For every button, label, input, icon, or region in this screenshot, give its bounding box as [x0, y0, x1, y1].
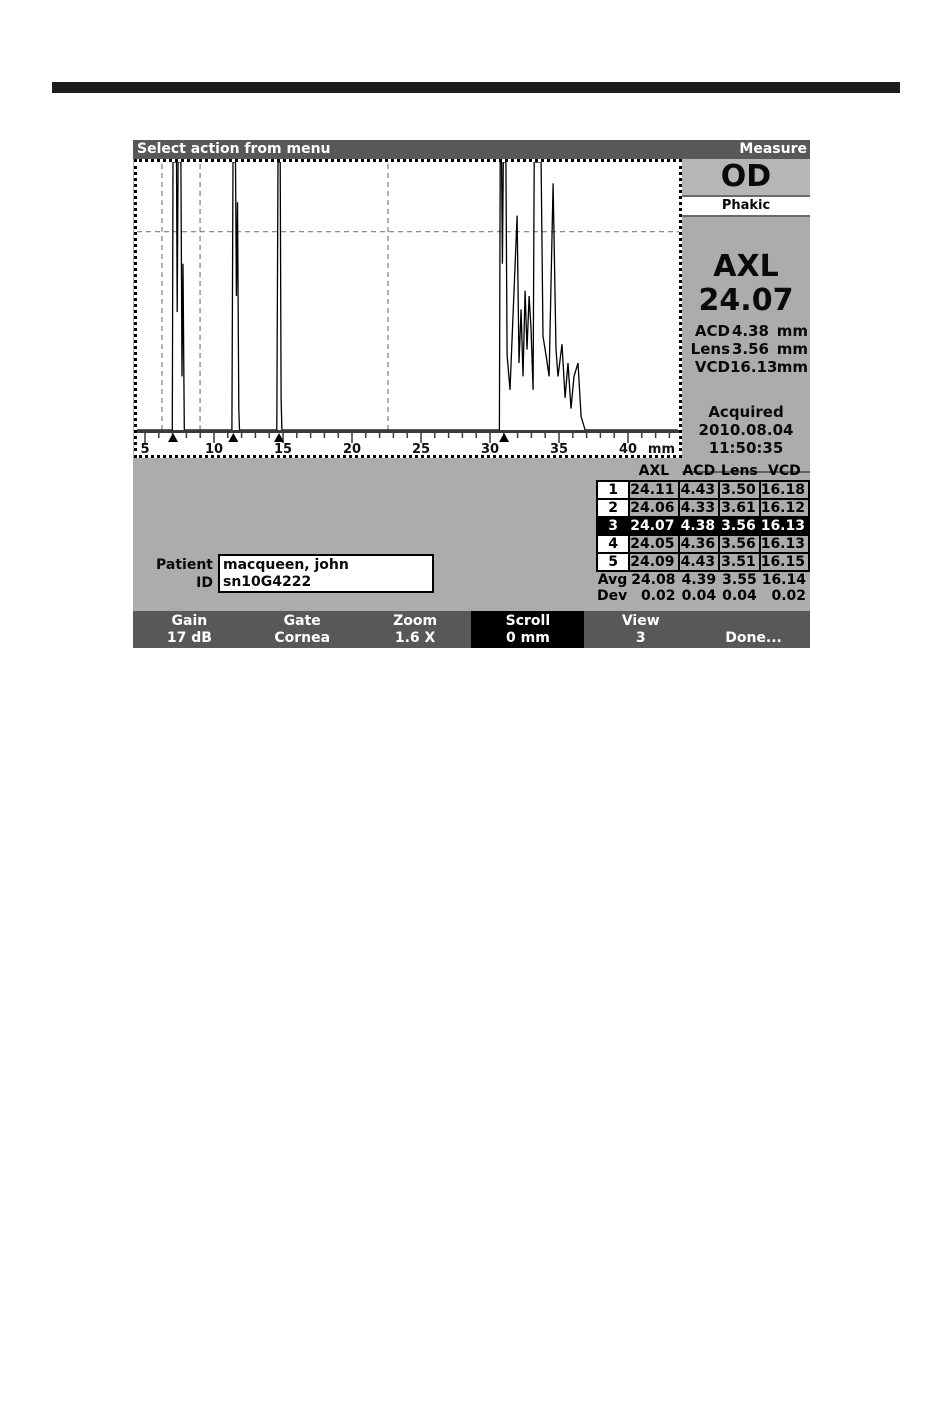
cell-axl: 24.07: [629, 517, 678, 535]
gate-marker-triangle: [228, 433, 238, 442]
cell-lens: 3.50: [719, 481, 760, 499]
softkey-scroll[interactable]: [471, 611, 584, 648]
cell-axl: 24.06: [629, 499, 678, 517]
table-row-scan-5[interactable]: [597, 553, 809, 571]
header-spacer: [597, 461, 629, 481]
table-row-scan-3[interactable]: [597, 517, 809, 535]
cell-lens: 3.61: [719, 499, 760, 517]
gate-marker-triangle: [168, 433, 178, 442]
axis-tick-label: 35: [549, 442, 569, 455]
cell-acd: 4.38: [679, 517, 720, 535]
softkey-label: Zoom: [393, 613, 438, 629]
vcd-unit: mm: [776, 358, 808, 376]
cell-axl: 24.09: [629, 553, 678, 571]
acquired-time: 11:50:35: [708, 439, 784, 457]
measurement-list: [682, 322, 810, 376]
vcd-value: 16.13: [730, 358, 778, 376]
acd-label: ACD: [694, 322, 730, 340]
column-header-acd: ACD: [682, 462, 716, 479]
table-header-row: [597, 461, 809, 481]
acquired-block: [682, 403, 810, 457]
vcd-label: VCD: [694, 358, 730, 376]
softkey-value: 0 mm: [506, 630, 550, 646]
column-header-vcd: VCD: [767, 462, 801, 479]
cell-acd: 0.04: [681, 588, 717, 604]
title-bar: [133, 140, 810, 159]
table-row-dev: [597, 588, 809, 604]
acd-value: 4.38: [731, 322, 769, 340]
cell-vcd: 16.12: [760, 499, 809, 517]
scan-number: 1: [597, 481, 629, 499]
cell-axl: 24.05: [629, 535, 678, 553]
acd-unit: mm: [776, 322, 808, 340]
cell-vcd: 16.14: [761, 572, 806, 588]
eye-indicator-button[interactable]: OD: [682, 159, 810, 197]
scan-number: 2: [597, 499, 629, 517]
softkey-menu-bar: [133, 611, 810, 648]
cell-vcd: 16.13: [760, 517, 809, 535]
axis-unit-label: mm: [647, 442, 675, 455]
axl-label: AXL: [713, 249, 779, 284]
measurement-lens: [682, 340, 810, 358]
patient-id-value: sn10G4222: [223, 574, 312, 590]
cell-vcd: 16.18: [760, 481, 809, 499]
cell-acd: 4.36: [679, 535, 720, 553]
cell-vcd: 0.02: [771, 588, 806, 604]
axis-tick-label: 30: [480, 442, 500, 455]
patient-name-value: macqueen, john: [223, 557, 349, 573]
axis-tick-label: 25: [411, 442, 431, 455]
patient-name-label: Patient: [156, 557, 213, 573]
scan-number: 3: [597, 517, 629, 535]
patient-id-label: ID: [196, 575, 213, 591]
lens-value: 3.56: [731, 340, 769, 358]
table-row-avg: [597, 571, 809, 588]
table-row-scan-1[interactable]: [597, 481, 809, 499]
softkey-value: 3: [635, 630, 646, 646]
cell-acd: 4.39: [681, 572, 717, 588]
table-row-scan-2[interactable]: [597, 499, 809, 517]
axis-tick-label: 10: [204, 442, 224, 455]
softkey-done[interactable]: [697, 611, 810, 648]
cell-vcd: 16.15: [760, 553, 809, 571]
cell-axl: 24.11: [629, 481, 678, 499]
axis-tick-label: 40: [618, 442, 638, 455]
softkey-view[interactable]: [584, 611, 697, 648]
column-header-axl: AXL: [638, 462, 670, 479]
echogram-plot: [134, 159, 682, 458]
scan-number: 4: [597, 535, 629, 553]
waveform-svg: [137, 162, 679, 455]
status-message: Select action from menu: [137, 141, 331, 157]
measurement-vcd: [682, 358, 810, 376]
softkey-value: 1.6 X: [394, 630, 436, 646]
softkey-label: Gate: [283, 613, 321, 629]
measurement-acd: [682, 322, 810, 340]
scan-number: 5: [597, 553, 629, 571]
softkey-label: Scroll: [505, 613, 551, 629]
cell-lens: 3.56: [719, 535, 760, 553]
softkey-value: Done...: [725, 630, 782, 646]
cell-lens: 0.04: [722, 588, 757, 604]
softkey-gate[interactable]: [246, 611, 359, 648]
lens-status-button[interactable]: Phakic: [682, 197, 810, 217]
acquired-date: 2010.08.04: [698, 421, 794, 439]
table-row-scan-4[interactable]: [597, 535, 809, 553]
cell-lens: 3.55: [722, 572, 757, 588]
acquired-label: Acquired: [708, 403, 784, 421]
cell-lens: 3.56: [719, 517, 760, 535]
axis-tick-label: 15: [273, 442, 293, 455]
axl-value: 24.07: [698, 283, 794, 318]
measurements-table: [596, 461, 810, 604]
page-divider-rule: [52, 82, 900, 93]
cell-vcd: 16.13: [760, 535, 809, 553]
cell-lens: 3.51: [719, 553, 760, 571]
softkey-zoom[interactable]: [359, 611, 472, 648]
cell-acd: 4.43: [679, 553, 720, 571]
softkey-label: Gain: [171, 613, 208, 629]
patient-info-field[interactable]: [218, 554, 434, 593]
echo-trace: [137, 162, 678, 430]
softkey-value: 17 dB: [166, 630, 212, 646]
softkey-value: Cornea: [274, 630, 331, 646]
softkey-label: View: [621, 613, 660, 629]
device-screen: [133, 140, 810, 648]
softkey-gain[interactable]: [133, 611, 246, 648]
cell-axl: 24.08: [631, 572, 676, 588]
cell-acd: 4.43: [679, 481, 720, 499]
cell-acd: 4.33: [679, 499, 720, 517]
axis-tick-label: 5: [140, 442, 150, 455]
gate-marker-triangle: [499, 433, 509, 442]
mode-label: Measure: [739, 141, 807, 157]
cell-axl: 0.02: [641, 588, 676, 604]
column-header-lens: Lens: [721, 462, 758, 479]
summary-label: Avg: [597, 572, 628, 588]
axis-tick-label: 20: [342, 442, 362, 455]
lens-label: Lens: [690, 340, 730, 358]
softkey-label: [697, 613, 810, 630]
summary-label: Dev: [597, 588, 628, 604]
lens-unit: mm: [776, 340, 808, 358]
